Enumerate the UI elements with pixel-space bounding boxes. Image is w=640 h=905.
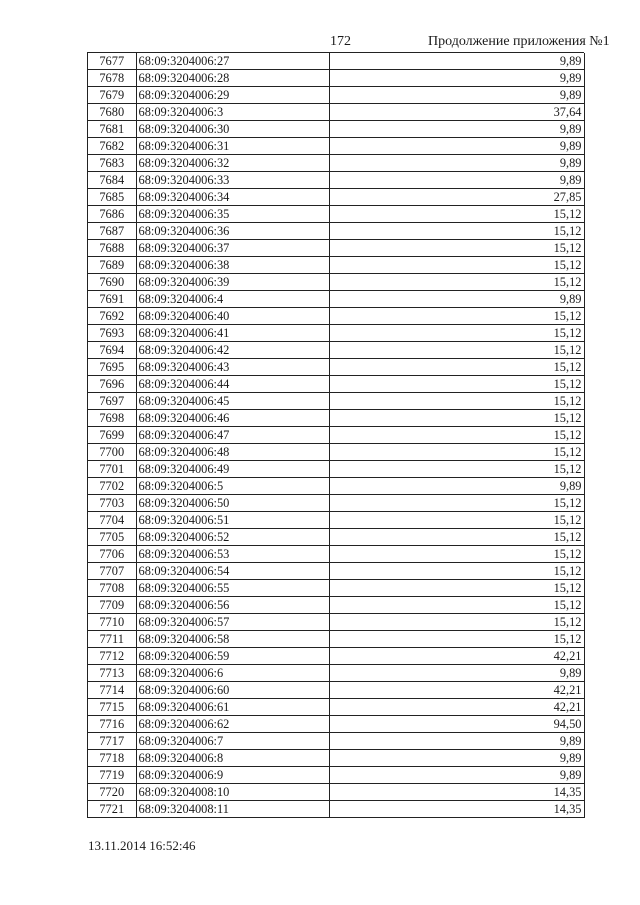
table-row <box>88 716 584 733</box>
table-row <box>88 342 584 359</box>
cadastral-number: 68:09:3204006:5 <box>136 478 329 495</box>
table-row <box>88 733 584 750</box>
row-value: 15,12 <box>329 495 584 512</box>
table-row <box>88 461 584 478</box>
row-number: 7689 <box>88 257 136 274</box>
row-number: 7705 <box>88 529 136 546</box>
table-row <box>88 189 584 206</box>
cadastral-number: 68:09:3204006:56 <box>136 597 329 614</box>
row-value: 9,89 <box>329 121 584 138</box>
table-row <box>88 53 584 70</box>
table-row <box>88 104 584 121</box>
table-row <box>88 291 584 308</box>
table-row <box>88 801 584 818</box>
row-number: 7685 <box>88 189 136 206</box>
row-number: 7717 <box>88 733 136 750</box>
table-row <box>88 359 584 376</box>
table-row <box>88 427 584 444</box>
table-row <box>88 172 584 189</box>
row-number: 7711 <box>88 631 136 648</box>
cadastral-number: 68:09:3204006:31 <box>136 138 329 155</box>
row-value: 9,89 <box>329 750 584 767</box>
row-value: 9,89 <box>329 665 584 682</box>
cadastral-number: 68:09:3204006:27 <box>136 53 329 70</box>
cadastral-number: 68:09:3204006:43 <box>136 359 329 376</box>
row-number: 7696 <box>88 376 136 393</box>
row-number: 7679 <box>88 87 136 104</box>
row-number: 7697 <box>88 393 136 410</box>
cadastral-number: 68:09:3204006:7 <box>136 733 329 750</box>
cadastral-number: 68:09:3204006:59 <box>136 648 329 665</box>
row-number: 7688 <box>88 240 136 257</box>
page-number: 172 <box>330 34 351 49</box>
cadastral-number: 68:09:3204006:6 <box>136 665 329 682</box>
row-value: 15,12 <box>329 257 584 274</box>
table-body <box>88 53 584 818</box>
table-row <box>88 325 584 342</box>
row-value: 14,35 <box>329 801 584 818</box>
row-value: 9,89 <box>329 767 584 784</box>
cadastral-number: 68:09:3204006:53 <box>136 546 329 563</box>
row-number: 7698 <box>88 410 136 427</box>
table-row <box>88 206 584 223</box>
row-value: 9,89 <box>329 138 584 155</box>
row-value: 15,12 <box>329 206 584 223</box>
table-row <box>88 393 584 410</box>
row-number: 7702 <box>88 478 136 495</box>
row-value: 15,12 <box>329 512 584 529</box>
table-row <box>88 376 584 393</box>
row-value: 15,12 <box>329 410 584 427</box>
row-number: 7687 <box>88 223 136 240</box>
table-row <box>88 257 584 274</box>
cadastral-number: 68:09:3204006:47 <box>136 427 329 444</box>
row-number: 7718 <box>88 750 136 767</box>
print-timestamp: 13.11.2014 16:52:46 <box>88 838 196 853</box>
row-value: 9,89 <box>329 733 584 750</box>
row-value: 9,89 <box>329 155 584 172</box>
table-row <box>88 410 584 427</box>
cadastral-number: 68:09:3204006:9 <box>136 767 329 784</box>
row-number: 7720 <box>88 784 136 801</box>
row-number: 7694 <box>88 342 136 359</box>
row-value: 15,12 <box>329 308 584 325</box>
row-number: 7691 <box>88 291 136 308</box>
row-value: 94,50 <box>329 716 584 733</box>
cadastral-number: 68:09:3204006:35 <box>136 206 329 223</box>
row-value: 15,12 <box>329 427 584 444</box>
cadastral-number: 68:09:3204006:62 <box>136 716 329 733</box>
table-row <box>88 138 584 155</box>
row-value: 15,12 <box>329 529 584 546</box>
appendix-continuation-note: Продолжение приложения №1 <box>428 34 610 49</box>
table-row <box>88 665 584 682</box>
cadastral-number: 68:09:3204006:57 <box>136 614 329 631</box>
cadastral-number: 68:09:3204006:44 <box>136 376 329 393</box>
row-value: 37,64 <box>329 104 584 121</box>
table-row <box>88 444 584 461</box>
row-number: 7692 <box>88 308 136 325</box>
cadastral-number: 68:09:3204006:4 <box>136 291 329 308</box>
cadastral-number: 68:09:3204006:38 <box>136 257 329 274</box>
row-number: 7693 <box>88 325 136 342</box>
cadastral-number: 68:09:3204006:30 <box>136 121 329 138</box>
cadastral-number: 68:09:3204006:55 <box>136 580 329 597</box>
data-table <box>88 53 585 818</box>
row-value: 9,89 <box>329 478 584 495</box>
row-value: 15,12 <box>329 614 584 631</box>
row-value: 15,12 <box>329 274 584 291</box>
row-value: 15,12 <box>329 461 584 478</box>
table-row <box>88 121 584 138</box>
row-value: 15,12 <box>329 223 584 240</box>
cadastral-number: 68:09:3204006:50 <box>136 495 329 512</box>
row-number: 7703 <box>88 495 136 512</box>
cadastral-number: 68:09:3204006:28 <box>136 70 329 87</box>
cadastral-number: 68:09:3204006:40 <box>136 308 329 325</box>
cadastral-number: 68:09:3204006:49 <box>136 461 329 478</box>
cadastral-number: 68:09:3204006:33 <box>136 172 329 189</box>
row-value: 15,12 <box>329 240 584 257</box>
row-number: 7678 <box>88 70 136 87</box>
cadastral-number: 68:09:3204006:61 <box>136 699 329 716</box>
row-number: 7708 <box>88 580 136 597</box>
row-number: 7719 <box>88 767 136 784</box>
row-value: 9,89 <box>329 53 584 70</box>
row-number: 7682 <box>88 138 136 155</box>
row-number: 7701 <box>88 461 136 478</box>
row-number: 7677 <box>88 53 136 70</box>
cadastral-number: 68:09:3204006:46 <box>136 410 329 427</box>
row-value: 9,89 <box>329 172 584 189</box>
table-row <box>88 223 584 240</box>
cadastral-number: 68:09:3204006:39 <box>136 274 329 291</box>
row-number: 7684 <box>88 172 136 189</box>
row-value: 15,12 <box>329 376 584 393</box>
table-row <box>88 70 584 87</box>
table-row <box>88 478 584 495</box>
cadastral-number: 68:09:3204006:37 <box>136 240 329 257</box>
row-number: 7699 <box>88 427 136 444</box>
row-value: 42,21 <box>329 682 584 699</box>
cadastral-number: 68:09:3204006:8 <box>136 750 329 767</box>
table-row <box>88 308 584 325</box>
cadastral-number: 68:09:3204006:42 <box>136 342 329 359</box>
row-value: 42,21 <box>329 648 584 665</box>
cadastral-number: 68:09:3204006:3 <box>136 104 329 121</box>
cadastral-number: 68:09:3204006:45 <box>136 393 329 410</box>
row-value: 42,21 <box>329 699 584 716</box>
row-value: 14,35 <box>329 784 584 801</box>
table-row <box>88 546 584 563</box>
row-number: 7700 <box>88 444 136 461</box>
table-row <box>88 648 584 665</box>
cadastral-number: 68:09:3204006:29 <box>136 87 329 104</box>
table-row <box>88 784 584 801</box>
cadastral-number: 68:09:3204006:58 <box>136 631 329 648</box>
row-value: 9,89 <box>329 291 584 308</box>
row-value: 15,12 <box>329 444 584 461</box>
row-value: 15,12 <box>329 580 584 597</box>
table-row <box>88 240 584 257</box>
table-row <box>88 274 584 291</box>
row-number: 7713 <box>88 665 136 682</box>
row-value: 27,85 <box>329 189 584 206</box>
row-number: 7707 <box>88 563 136 580</box>
cadastral-number: 68:09:3204006:34 <box>136 189 329 206</box>
row-value: 15,12 <box>329 631 584 648</box>
table-row <box>88 682 584 699</box>
cadastral-number: 68:09:3204006:54 <box>136 563 329 580</box>
row-value: 15,12 <box>329 546 584 563</box>
row-value: 15,12 <box>329 563 584 580</box>
table-row <box>88 750 584 767</box>
row-number: 7681 <box>88 121 136 138</box>
table-row <box>88 563 584 580</box>
row-value: 15,12 <box>329 325 584 342</box>
cadastral-number: 68:09:3204008:11 <box>136 801 329 818</box>
row-number: 7690 <box>88 274 136 291</box>
table-row <box>88 529 584 546</box>
table-row <box>88 631 584 648</box>
cadastral-number: 68:09:3204006:60 <box>136 682 329 699</box>
row-value: 15,12 <box>329 342 584 359</box>
row-number: 7695 <box>88 359 136 376</box>
row-number: 7716 <box>88 716 136 733</box>
row-value: 9,89 <box>329 70 584 87</box>
cadastral-number: 68:09:3204006:51 <box>136 512 329 529</box>
row-number: 7714 <box>88 682 136 699</box>
cadastral-number: 68:09:3204006:48 <box>136 444 329 461</box>
row-number: 7680 <box>88 104 136 121</box>
row-number: 7712 <box>88 648 136 665</box>
row-value: 15,12 <box>329 393 584 410</box>
land-plots-table <box>87 52 584 818</box>
cadastral-number: 68:09:3204006:41 <box>136 325 329 342</box>
cadastral-number: 68:09:3204006:32 <box>136 155 329 172</box>
table-row <box>88 512 584 529</box>
table-row <box>88 155 584 172</box>
row-value: 9,89 <box>329 87 584 104</box>
row-value: 15,12 <box>329 597 584 614</box>
row-number: 7704 <box>88 512 136 529</box>
table-row <box>88 580 584 597</box>
table-row <box>88 767 584 784</box>
row-number: 7710 <box>88 614 136 631</box>
row-number: 7686 <box>88 206 136 223</box>
cadastral-number: 68:09:3204006:36 <box>136 223 329 240</box>
row-value: 15,12 <box>329 359 584 376</box>
row-number: 7709 <box>88 597 136 614</box>
table-row <box>88 87 584 104</box>
row-number: 7721 <box>88 801 136 818</box>
cadastral-number: 68:09:3204006:52 <box>136 529 329 546</box>
row-number: 7706 <box>88 546 136 563</box>
table-row <box>88 614 584 631</box>
cadastral-number: 68:09:3204008:10 <box>136 784 329 801</box>
table-row <box>88 495 584 512</box>
table-row <box>88 597 584 614</box>
row-number: 7683 <box>88 155 136 172</box>
row-number: 7715 <box>88 699 136 716</box>
table-row <box>88 699 584 716</box>
